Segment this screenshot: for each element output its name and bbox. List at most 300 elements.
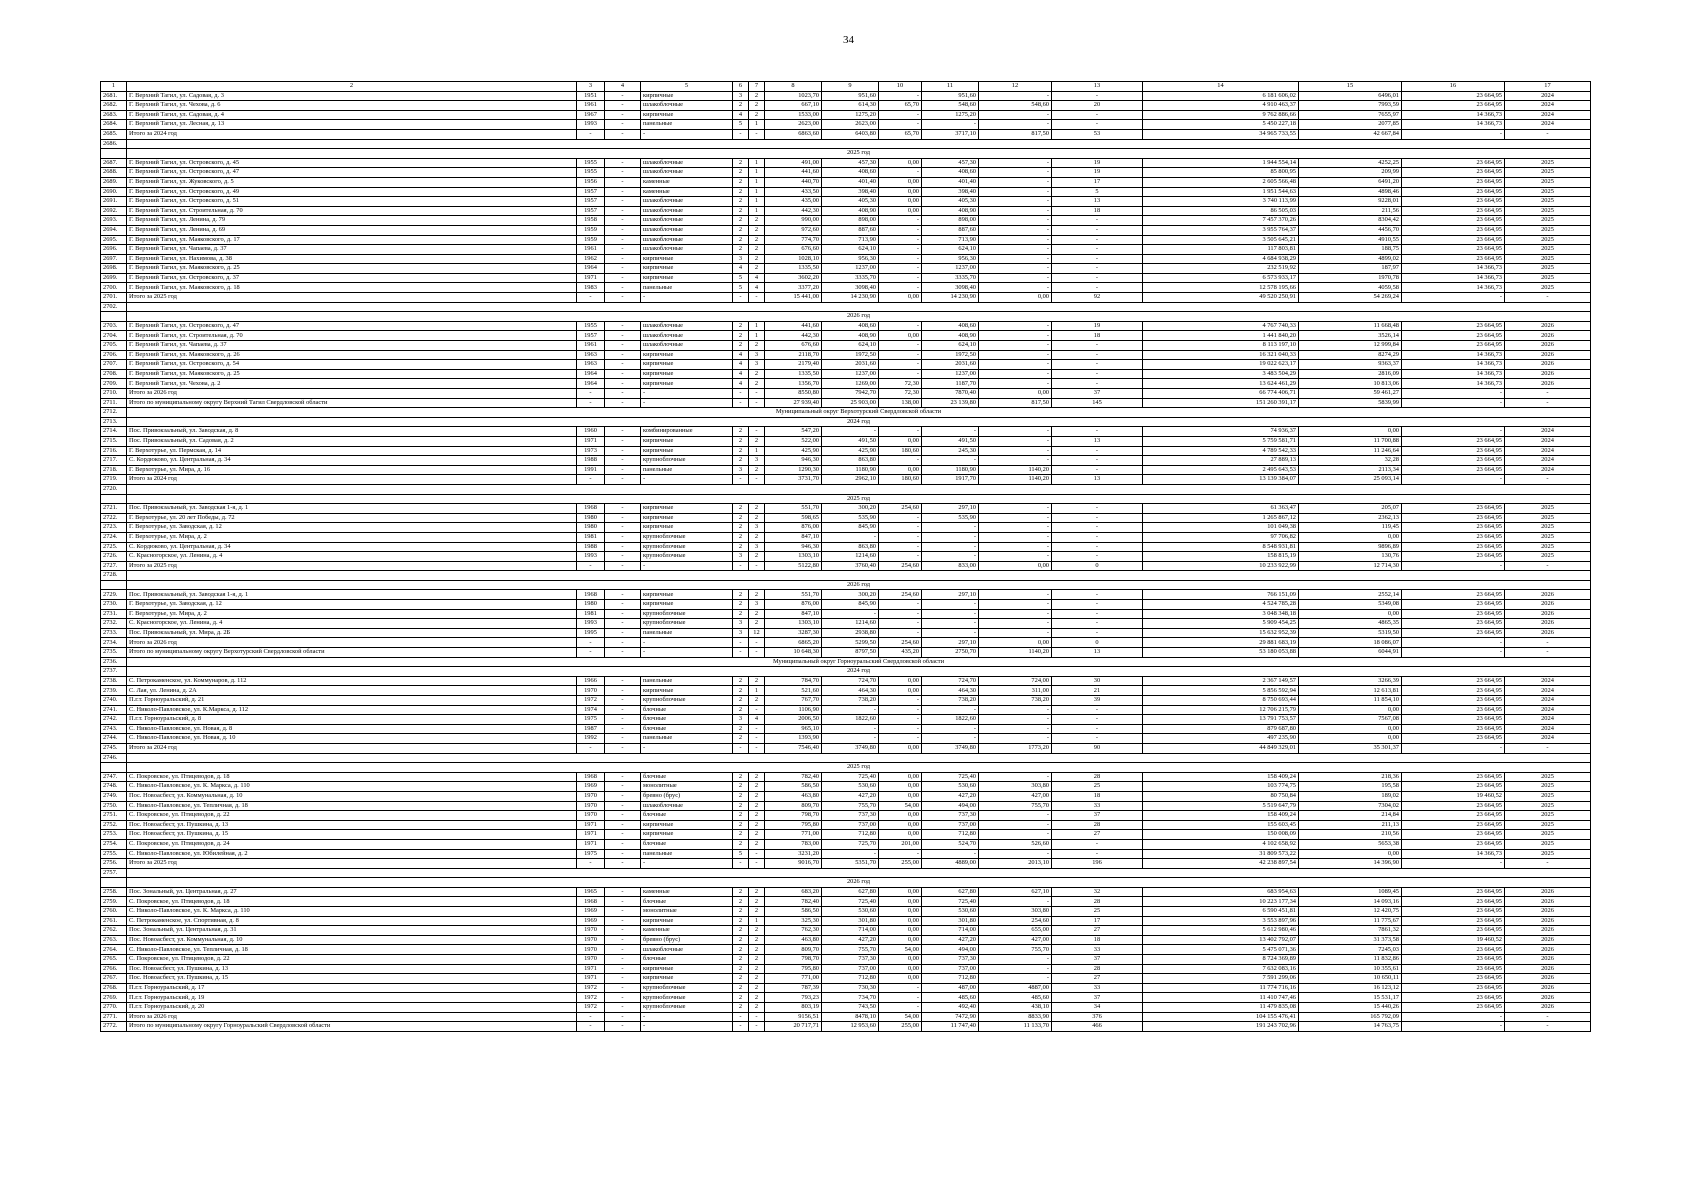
table-row xyxy=(101,158,1591,168)
table-cell: 2 xyxy=(733,993,749,1003)
table-cell: 23 664,95 xyxy=(1402,686,1505,696)
table-cell: 3731,70 xyxy=(765,475,822,485)
table-cell: 6496,01 xyxy=(1299,91,1402,101)
table-cell: 2179,40 xyxy=(765,360,822,370)
table-cell: 10 233 922,99 xyxy=(1143,561,1299,571)
row-number xyxy=(101,763,127,773)
section-heading: 2025 год xyxy=(127,494,1591,504)
table-cell: 3335,70 xyxy=(822,273,879,283)
table-cell: 23 664,95 xyxy=(1402,206,1505,216)
table-cell: 712,80 xyxy=(822,830,879,840)
table-cell: 2704. xyxy=(101,331,127,341)
table-cell: - xyxy=(605,743,641,753)
table-cell: - xyxy=(979,820,1052,830)
table-cell: - xyxy=(822,427,879,437)
table-cell: - xyxy=(1402,389,1505,399)
table-cell: - xyxy=(979,158,1052,168)
table-cell: 14 366,73 xyxy=(1402,350,1505,360)
table-cell: - xyxy=(1052,120,1143,130)
table-cell: 14 366,73 xyxy=(1402,273,1505,283)
table-cell: 23 664,95 xyxy=(1402,235,1505,245)
table-cell: 1 xyxy=(749,120,765,130)
table-cell: 2026 xyxy=(1505,926,1591,936)
table-cell: 2 xyxy=(749,782,765,792)
table-cell: 2733. xyxy=(101,628,127,638)
table-cell: 1214,60 xyxy=(822,552,879,562)
table-cell: кирпичные xyxy=(641,686,733,696)
table-cell: 5 759 581,71 xyxy=(1143,436,1299,446)
table-cell: 23 664,95 xyxy=(1402,590,1505,600)
table-cell: - xyxy=(879,628,922,638)
table-cell: - xyxy=(1052,590,1143,600)
table-cell: 2623,00 xyxy=(822,120,879,130)
table-cell: 2 xyxy=(733,427,749,437)
table-cell: - xyxy=(879,235,922,245)
table-cell: 1964 xyxy=(577,369,605,379)
table-cell: - xyxy=(1052,513,1143,523)
table-cell: 755,70 xyxy=(822,801,879,811)
table-row xyxy=(101,676,1591,686)
table-cell: 2024 xyxy=(1505,120,1591,130)
table-cell: С. Николо-Павловское, ул. К.Маркса, д. 112 xyxy=(127,705,577,715)
table-cell: 2024 xyxy=(1505,686,1591,696)
table-cell: кирпичные xyxy=(641,504,733,514)
table-cell: 14 366,73 xyxy=(1402,360,1505,370)
table-cell: 0,00 xyxy=(879,465,922,475)
table-cell: - xyxy=(605,935,641,945)
table-cell: 1 265 867,12 xyxy=(1143,513,1299,523)
table-cell: - xyxy=(879,283,922,293)
table-cell: 2760. xyxy=(101,907,127,917)
table-row xyxy=(101,696,1591,706)
table-cell: 8550,80 xyxy=(765,389,822,399)
table-cell: 1972,50 xyxy=(922,350,979,360)
table-cell: 3749,80 xyxy=(922,743,979,753)
table-cell: 845,90 xyxy=(822,523,879,533)
table-cell: - xyxy=(979,964,1052,974)
table-cell: 0,00 xyxy=(879,331,922,341)
table-cell: - xyxy=(605,465,641,475)
table-cell: 8274,29 xyxy=(1299,350,1402,360)
table-cell: - xyxy=(979,225,1052,235)
table-cell: 2 xyxy=(733,791,749,801)
table-cell: 254,60 xyxy=(879,561,922,571)
table-cell: 14 366,73 xyxy=(1402,120,1505,130)
table-cell: 1028,10 xyxy=(765,254,822,264)
table-cell: П.г.т. Горноуральский, д. 19 xyxy=(127,993,577,1003)
table-cell: - xyxy=(979,245,1052,255)
table-cell: кирпичные xyxy=(641,523,733,533)
table-cell: 325,30 xyxy=(765,916,822,926)
table-cell: - xyxy=(979,532,1052,542)
table-cell: крупноблочные xyxy=(641,993,733,1003)
table-cell: - xyxy=(605,513,641,523)
table-cell: 2025 xyxy=(1505,235,1591,245)
table-cell: С. Николо-Павловское, ул. К. Маркса, д. 110 xyxy=(127,782,577,792)
table-cell: 311,00 xyxy=(979,686,1052,696)
table-cell: Г. Верхний Тагил, ул. Островского, д. 47 xyxy=(127,321,577,331)
table-cell: 863,80 xyxy=(822,456,879,466)
table-cell: 5839,99 xyxy=(1299,398,1402,408)
table-cell: 4059,58 xyxy=(1299,283,1402,293)
table-cell: 2 xyxy=(733,676,749,686)
table-cell: 23 664,95 xyxy=(1402,628,1505,638)
section-heading: Муниципальный округ Горноуральский Свердловской области xyxy=(127,657,1591,667)
table-cell: 1970 xyxy=(577,801,605,811)
table-cell: - xyxy=(879,696,922,706)
table-cell: 655,00 xyxy=(979,926,1052,936)
table-cell: 23 664,95 xyxy=(1402,101,1505,111)
table-cell: 0,00 xyxy=(879,887,922,897)
row-number: 2686. xyxy=(101,139,127,149)
table-cell: 11 832,86 xyxy=(1299,955,1402,965)
table-cell: 2026 xyxy=(1505,983,1591,993)
table-cell: - xyxy=(979,91,1052,101)
table-cell: С. Красногорское, ул. Ленина, д. 4 xyxy=(127,619,577,629)
table-cell: 2025 xyxy=(1505,811,1591,821)
table-cell: 211,13 xyxy=(1299,820,1402,830)
table-cell: 2025 xyxy=(1505,801,1591,811)
table-cell: - xyxy=(605,456,641,466)
table-cell: 3 483 504,29 xyxy=(1143,369,1299,379)
table-cell: Г. Верхний Тагил, ул. Маяковского, д. 26 xyxy=(127,350,577,360)
table-cell: - xyxy=(822,609,879,619)
table-cell: Г. Верхний Тагил, ул. Садовая, д. 3 xyxy=(127,91,577,101)
table-cell: - xyxy=(577,1012,605,1022)
table-cell: 586,50 xyxy=(765,782,822,792)
table-cell: 53 180 053,88 xyxy=(1143,648,1299,658)
table-cell: 946,30 xyxy=(765,542,822,552)
table-cell: 37 xyxy=(1052,389,1143,399)
table-cell: - xyxy=(879,341,922,351)
table-cell: 1956 xyxy=(577,177,605,187)
table-cell: 18 xyxy=(1052,331,1143,341)
table-cell: - xyxy=(641,475,733,485)
table-cell: Итого за 2026 год xyxy=(127,638,577,648)
table-cell: Итого за 2025 год xyxy=(127,859,577,869)
table-cell: - xyxy=(605,590,641,600)
table-cell: 1335,50 xyxy=(765,264,822,274)
table-cell: 4 789 542,33 xyxy=(1143,446,1299,456)
table-cell: 16 321 040,33 xyxy=(1143,350,1299,360)
table-cell: 464,30 xyxy=(922,686,979,696)
table-cell: 2 xyxy=(733,187,749,197)
table-cell: - xyxy=(605,293,641,303)
table-cell: - xyxy=(641,648,733,658)
table-cell: 254,60 xyxy=(979,916,1052,926)
table-row xyxy=(101,475,1591,485)
table-cell: 1 xyxy=(749,197,765,207)
table-cell: - xyxy=(605,427,641,437)
section-row xyxy=(101,417,1591,427)
table-cell: 1972,50 xyxy=(822,350,879,360)
table-cell: 956,30 xyxy=(822,254,879,264)
table-cell: 2013,10 xyxy=(979,859,1052,869)
table-cell: 3 xyxy=(749,542,765,552)
table-cell: 2 xyxy=(749,619,765,629)
table-cell: 2 xyxy=(749,436,765,446)
table-cell: - xyxy=(879,849,922,859)
table-cell: 155 603,45 xyxy=(1143,820,1299,830)
table-cell: - xyxy=(979,331,1052,341)
table-cell: С. Николо-Павловское, ул. Юбилейная, д. 2 xyxy=(127,849,577,859)
table-cell: - xyxy=(605,715,641,725)
table-cell: - xyxy=(1052,552,1143,562)
table-cell: 2 xyxy=(749,552,765,562)
table-row xyxy=(101,456,1591,466)
table-cell: 2026 xyxy=(1505,590,1591,600)
table-cell: 1822,60 xyxy=(822,715,879,725)
table-cell: 3526,14 xyxy=(1299,331,1402,341)
table-cell: 13 xyxy=(1052,648,1143,658)
table-cell: 774,70 xyxy=(765,235,822,245)
table-cell: Г. Верхний Тагил, ул. Маяковского, д. 25 xyxy=(127,264,577,274)
table-cell: - xyxy=(979,619,1052,629)
table-cell: - xyxy=(922,120,979,130)
table-cell: - xyxy=(1052,369,1143,379)
table-cell: 7942,70 xyxy=(822,389,879,399)
table-cell: 530,60 xyxy=(922,907,979,917)
table-cell: - xyxy=(879,715,922,725)
table-cell: - xyxy=(979,772,1052,782)
table-cell: - xyxy=(1052,619,1143,629)
table-row xyxy=(101,734,1591,744)
table-cell: крупноблочные xyxy=(641,619,733,629)
table-cell: 734,70 xyxy=(822,993,879,1003)
table-cell: 3 955 764,37 xyxy=(1143,225,1299,235)
table-cell: 3 xyxy=(749,350,765,360)
table-cell: 2 xyxy=(733,513,749,523)
table-cell: каменные xyxy=(641,926,733,936)
table-cell: 2024 xyxy=(1505,456,1591,466)
table-cell: - xyxy=(1052,705,1143,715)
table-cell: - xyxy=(1402,561,1505,571)
table-cell: 2024 xyxy=(1505,734,1591,744)
table-cell: 4 xyxy=(733,264,749,274)
table-cell: 2 xyxy=(733,926,749,936)
table-cell: 1971 xyxy=(577,820,605,830)
table-cell: 2 xyxy=(749,791,765,801)
table-cell: 187,97 xyxy=(1299,264,1402,274)
table-cell: 2740. xyxy=(101,696,127,706)
table-cell: - xyxy=(605,398,641,408)
section-row xyxy=(101,667,1591,677)
table-cell: 25 093,14 xyxy=(1299,475,1402,485)
table-cell: 191 243 702,96 xyxy=(1143,1022,1299,1032)
table-cell: 2716. xyxy=(101,446,127,456)
table-cell: 44 849 329,01 xyxy=(1143,743,1299,753)
column-number-cell: 7 xyxy=(749,82,765,92)
table-cell: 2747. xyxy=(101,772,127,782)
table-cell: 4 xyxy=(749,715,765,725)
table-cell: 2741. xyxy=(101,705,127,715)
table-cell: 2024 xyxy=(1505,715,1591,725)
table-row xyxy=(101,369,1591,379)
table-cell: 1988 xyxy=(577,456,605,466)
table-cell: 1303,10 xyxy=(765,619,822,629)
table-cell: 0,00 xyxy=(879,782,922,792)
table-cell: 2026 xyxy=(1505,360,1591,370)
table-cell: 7567,08 xyxy=(1299,715,1402,725)
table-cell: 2 xyxy=(749,91,765,101)
table-cell: - xyxy=(605,254,641,264)
table-cell: 2703. xyxy=(101,321,127,331)
table-cell: - xyxy=(641,293,733,303)
table-cell: 23 664,95 xyxy=(1402,504,1505,514)
table-cell: 667,10 xyxy=(765,101,822,111)
table-cell: 548,60 xyxy=(979,101,1052,111)
table-cell: 3 xyxy=(733,715,749,725)
table-cell: - xyxy=(979,264,1052,274)
table-cell: 37 xyxy=(1052,811,1143,821)
table-cell: 1964 xyxy=(577,264,605,274)
table-cell: 1963 xyxy=(577,360,605,370)
table-cell: Г. Верхний Тагил, ул. Чехова, д. 6 xyxy=(127,101,577,111)
table-cell: 7861,32 xyxy=(1299,926,1402,936)
table-cell: 2 xyxy=(749,504,765,514)
table-cell: - xyxy=(605,955,641,965)
table-cell: 2772. xyxy=(101,1022,127,1032)
table-cell: 2729. xyxy=(101,590,127,600)
table-cell: 624,10 xyxy=(822,341,879,351)
table-cell: 23 664,95 xyxy=(1402,926,1505,936)
table-cell: 23 664,95 xyxy=(1402,321,1505,331)
table-cell: 9016,70 xyxy=(765,859,822,869)
table-row xyxy=(101,619,1591,629)
table-cell: - xyxy=(922,628,979,638)
table-cell: 2025 xyxy=(1505,197,1591,207)
table-row xyxy=(101,91,1591,101)
table-cell: 11 133,70 xyxy=(979,1022,1052,1032)
table-cell: 1275,20 xyxy=(822,110,879,120)
table-cell: Г. Верхний Тагил, ул. Чехова, д. 2 xyxy=(127,379,577,389)
table-cell: 14 366,73 xyxy=(1402,379,1505,389)
table-cell: - xyxy=(979,283,1052,293)
table-cell: 0,00 xyxy=(879,830,922,840)
table-cell: - xyxy=(733,129,749,139)
table-cell: 2 xyxy=(733,321,749,331)
table-cell: 33 xyxy=(1052,945,1143,955)
table-row xyxy=(101,887,1591,897)
table-cell: 13 402 792,07 xyxy=(1143,935,1299,945)
table-cell: Г. Верхотурье, ул. Мира, д. 16 xyxy=(127,465,577,475)
table-cell: 2024 xyxy=(1505,436,1591,446)
table-cell: 201,00 xyxy=(879,839,922,849)
table-cell: 548,60 xyxy=(922,101,979,111)
table-cell: - xyxy=(605,436,641,446)
table-cell: 1955 xyxy=(577,168,605,178)
table-cell: 23 664,95 xyxy=(1402,801,1505,811)
table-cell: 951,60 xyxy=(822,91,879,101)
table-cell: 4 910 463,37 xyxy=(1143,101,1299,111)
table-cell: 11 410 747,46 xyxy=(1143,993,1299,1003)
table-cell: - xyxy=(733,859,749,869)
table-cell: 13 xyxy=(1052,197,1143,207)
table-cell: 2 xyxy=(749,887,765,897)
table-cell: 4 xyxy=(733,379,749,389)
table-cell: 9228,01 xyxy=(1299,197,1402,207)
table-cell: 19 460,52 xyxy=(1402,791,1505,801)
table-row xyxy=(101,916,1591,926)
table-cell: 300,20 xyxy=(822,504,879,514)
table-cell: - xyxy=(605,341,641,351)
table-cell: 624,10 xyxy=(822,245,879,255)
table-cell: - xyxy=(979,897,1052,907)
table-cell: 1970 xyxy=(577,926,605,936)
table-row xyxy=(101,820,1591,830)
table-cell: 398,40 xyxy=(922,187,979,197)
table-cell: 90 xyxy=(1052,743,1143,753)
table-cell: 1 441 840,20 xyxy=(1143,331,1299,341)
table-cell: 54,00 xyxy=(879,801,922,811)
table-cell: 712,80 xyxy=(822,974,879,984)
table-cell: 487,00 xyxy=(922,983,979,993)
table-cell: 2748. xyxy=(101,782,127,792)
table-cell: - xyxy=(605,638,641,648)
row-number: 2737. xyxy=(101,667,127,677)
table-cell: 9156,51 xyxy=(765,1012,822,1022)
table-cell: - xyxy=(749,638,765,648)
table-row xyxy=(101,935,1591,945)
table-cell: 54 269,24 xyxy=(1299,293,1402,303)
table-cell: 130,76 xyxy=(1299,552,1402,562)
table-cell: - xyxy=(749,293,765,303)
table-cell: 972,60 xyxy=(765,225,822,235)
table-cell: 1968 xyxy=(577,504,605,514)
table-cell: - xyxy=(879,523,922,533)
table-cell: 138,00 xyxy=(879,398,922,408)
table-cell: 2726. xyxy=(101,552,127,562)
table-cell: 2 xyxy=(733,235,749,245)
table-cell: - xyxy=(1052,600,1143,610)
table-cell: 376 xyxy=(1052,1012,1143,1022)
table-row xyxy=(101,849,1591,859)
table-cell: - xyxy=(733,475,749,485)
table-cell: С. Покровское, ул. Птицеводов, д. 22 xyxy=(127,811,577,821)
table-cell: 23 664,95 xyxy=(1402,513,1505,523)
table-cell: 4 xyxy=(733,350,749,360)
row-number xyxy=(101,312,127,322)
table-cell: 301,80 xyxy=(822,916,879,926)
table-cell: 0,00 xyxy=(979,293,1052,303)
table-cell: 13 xyxy=(1052,475,1143,485)
table-cell: 784,70 xyxy=(765,676,822,686)
table-cell: 463,80 xyxy=(765,791,822,801)
table-cell: - xyxy=(1052,225,1143,235)
table-cell: 2024 xyxy=(1505,724,1591,734)
section-row xyxy=(101,484,1591,494)
table-cell: 2 xyxy=(733,206,749,216)
table-cell: 457,30 xyxy=(922,158,979,168)
table-cell: 15 441,00 xyxy=(765,293,822,303)
table-cell: 1958 xyxy=(577,216,605,226)
register-table xyxy=(100,81,1591,1032)
table-cell: 27 xyxy=(1052,926,1143,936)
table-row xyxy=(101,686,1591,696)
table-cell: 303,80 xyxy=(979,907,1052,917)
table-cell: - xyxy=(605,705,641,715)
table-cell: 2 xyxy=(749,945,765,955)
table-cell: - xyxy=(749,705,765,715)
table-cell: 803,19 xyxy=(765,1003,822,1013)
table-cell: 0,00 xyxy=(879,811,922,821)
table-cell: 34 xyxy=(1052,1003,1143,1013)
table-cell: 1 xyxy=(749,158,765,168)
table-cell: 1980 xyxy=(577,523,605,533)
table-cell: - xyxy=(577,293,605,303)
table-cell: - xyxy=(922,532,979,542)
table-cell: 0,00 xyxy=(879,686,922,696)
